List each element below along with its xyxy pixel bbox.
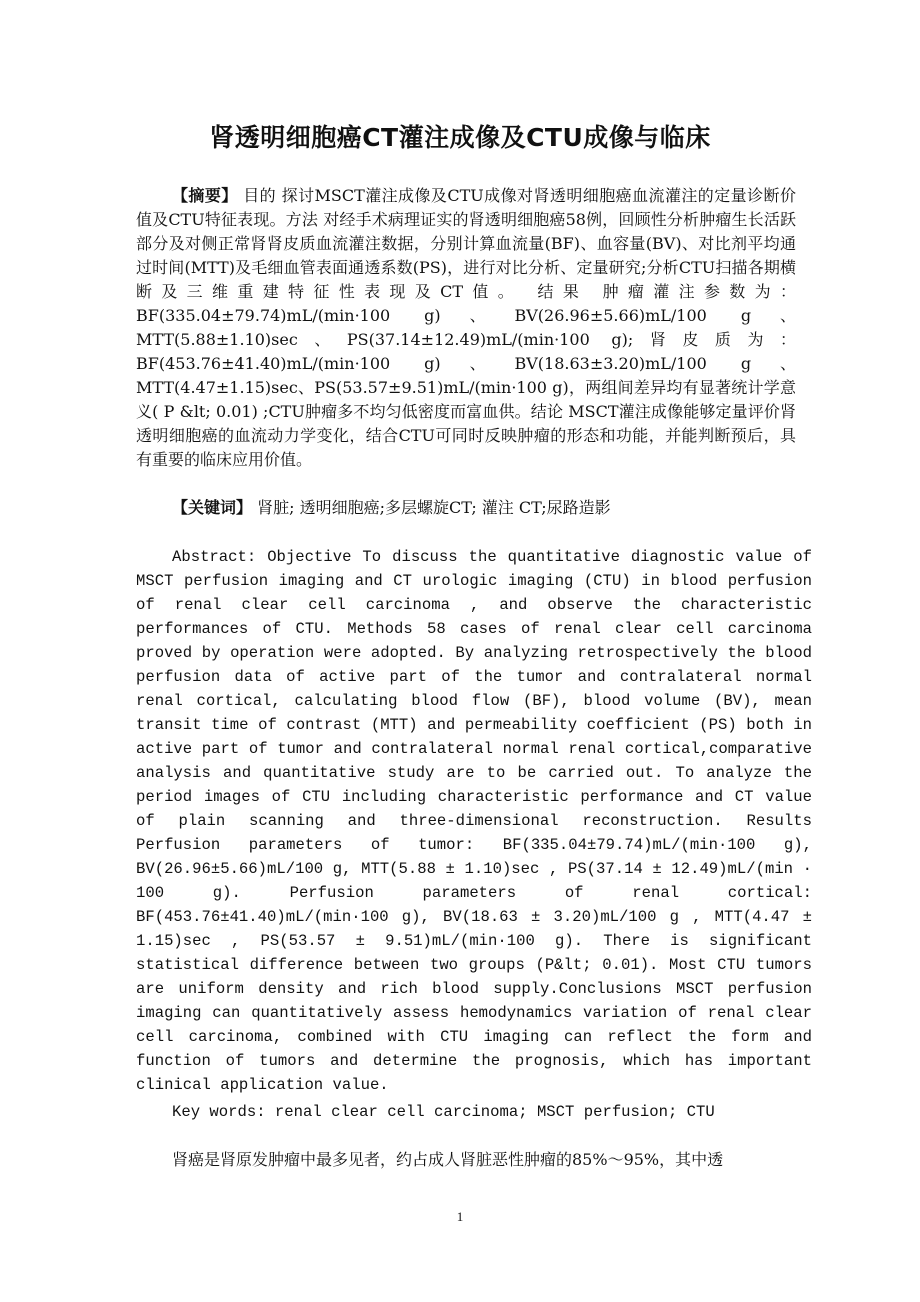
english-keywords: Key words: renal clear cell carcinoma; MSCT perfusion; CTU <box>172 1103 715 1121</box>
chinese-abstract <box>136 184 796 472</box>
chinese-abstract-label: 【摘要】 <box>172 186 238 205</box>
document-title: 肾透明细胞癌CT灌注成像及CTU成像与临床 <box>209 123 711 152</box>
chinese-abstract-text: 目的 探讨MSCT灌注成像及CTU成像对肾透明细胞癌血流灌注的定量诊断价值及CTU特征表现。方法 对经手术病理证实的肾透明细胞癌58例，回顾性分析肿瘤生长活跃部分及对侧正常肾肾皮质血流灌注数据，分别计算血流量(BF)、血容量(BV)、对比剂平均通过时间(MTT)及毛细血管表面通透系数(PS)，进行对比分析、定量研究;分析CTU扫描各期横断及三维重建特征性表现及CT值。 结果 肿瘤灌注参数为：BF(335.04±79.74)mL/(min·100 g)、BV(26.96±5.66)mL/100 g、MTT(5.88±1.10)sec、PS(37.14±12.49)mL/(min·100 g);肾皮质为：BF(453.76±41.40)mL/(min·100 g)、BV(18.63±3.20)mL/100 g、MTT(4.47±1.15)sec、PS(53.57±9.51)mL/(min·100 g)，两组间差异均有显著统计学意义( P &lt; 0.01) ;CTU肿瘤多不均匀低密度而富血供。结论 MSCT灌注成像能够定量评价肾透明细胞癌的血流动力学变化，结合CTU可同时反映肿瘤的形态和功能，并能判断预后，具有重要的临床应用价值。 <box>136 186 796 469</box>
chinese-keywords-label: 【关键词】 <box>172 498 253 517</box>
english-abstract: Abstract: Objective To discuss the quantitative diagnostic value of MSCT perfusion imaging and CT urologic imaging (CTU) in blood perfusion of renal clear cell carcinoma , and observe the characteristic performances of CTU. Methods 58 cases of renal clear cell carcinoma proved by operation were adopted. By analyzing retrospectively the blood perfusion data of active part of the tumor and contralateral normal renal cortical, calculating blood flow (BF), blood volume (BV), mean transit time of contrast (MTT) and permeability coefficient (PS) both in active part of tumor and contralateral normal renal cortical,comparative analysis and quantitative study are to be carried out. To analyze the period images of CTU including characteristic performance and CT value of plain scanning and three-dimensional reconstruction. Results Perfusion parameters of tumor: BF(335.04±79.74)mL/(min·100 g), BV(26.96±5.66)mL/100 g, MTT(5.88 ± 1.10)sec , PS(37.14 ± 12.49)mL/(min · 100 g). Perfusion parameters of renal cortical: BF(453.76±41.40)mL/(min·100 g), BV(18.63 ± 3.20)mL/100 g , MTT(4.47 ± 1.15)sec , PS(53.57 ± 9.51)mL/(min·100 g). There is significant statistical difference between two groups (P&lt; 0.01). Most CTU tumors are uniform density and rich blood supply.Conclusions MSCT perfusion imaging can quantitatively assess hemodynamics variation of renal clear cell carcinoma, combined with CTU imaging can reflect the form and function of tumors and determine the prognosis, which has important clinical application value. <box>136 548 812 1094</box>
chinese-keywords-text: 肾脏; 透明细胞癌;多层螺旋CT; 灌注 CT;尿路造影 <box>252 498 611 517</box>
chinese-keywords <box>136 496 796 520</box>
body-paragraph: 肾癌是肾原发肿瘤中最多见者，约占成人肾脏恶性肿瘤的85%～95%，其中透 <box>172 1150 724 1169</box>
page-number: 1 <box>456 1209 464 1224</box>
